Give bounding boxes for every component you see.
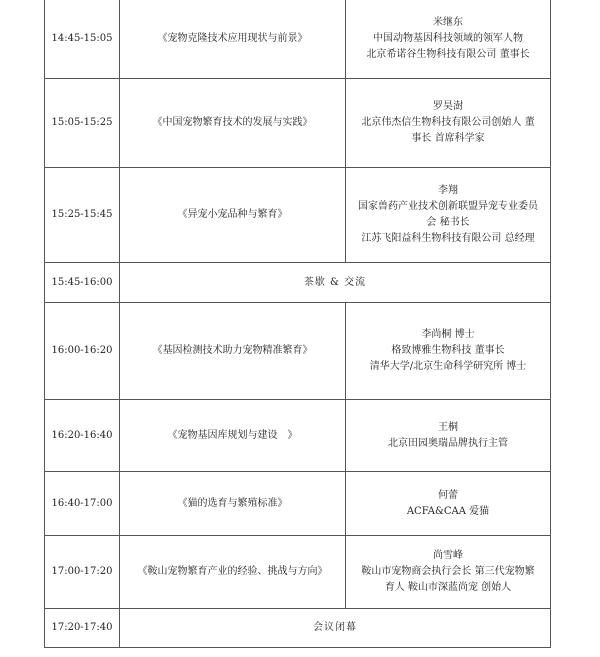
agenda-row: [45, 168, 551, 263]
agenda-row-break: [45, 263, 551, 303]
speaker-name: 尚雪峰: [433, 550, 463, 561]
agenda-table: [44, 0, 551, 648]
agenda-row: [45, 472, 551, 536]
time-cell: 16:40-17:00: [45, 472, 120, 536]
agenda-row: [45, 303, 551, 400]
topic-cell: 《中国宠物繁育技术的发展与实践》: [120, 79, 346, 168]
agenda-row-closing: [45, 609, 551, 648]
speaker-title: 育人 鞍山市深蓝尚宠 创始人: [384, 582, 512, 593]
topic-cell: 《异宠小宠品种与繁育》: [120, 168, 346, 263]
time-cell: 15:05-15:25: [45, 79, 120, 168]
time-cell: 17:20-17:40: [45, 609, 120, 648]
break-cell: 茶歇 & 交流: [120, 263, 551, 303]
closing-cell: 会议闭幕: [120, 609, 551, 648]
speaker-name: 李尚桐 博士: [421, 329, 475, 340]
speaker-cell: [346, 0, 551, 79]
time-cell: 16:20-16:40: [45, 400, 120, 472]
topic-cell: 《宠物克隆技术应用现状与前景》: [120, 0, 346, 79]
speaker-title: 事长 首席科学家: [411, 133, 485, 144]
topic-cell: 《基因检测技术助力宠物精准繁育》: [120, 303, 346, 400]
speaker-title: 鞍山市宠物商会执行会长 第三代宠物繁: [361, 566, 535, 577]
speaker-title: 清华大学/北京生命科学研究所 博士: [369, 361, 527, 372]
speaker-title: 北京田园奥瑞品牌执行主管: [388, 437, 508, 449]
speaker-cell: [346, 168, 551, 263]
speaker-name: 王桐: [438, 421, 458, 433]
time-cell: 15:45-16:00: [45, 263, 120, 303]
agenda-row: [45, 536, 551, 609]
time-cell: 14:45-15:05: [45, 0, 120, 79]
speaker-title: 格致博雅生物科技 董事长: [391, 345, 505, 356]
speaker-name: 罗昊澍: [433, 101, 463, 112]
speaker-cell: [346, 472, 551, 536]
speaker-title: ACFA&CAA 爱猫: [406, 505, 490, 517]
speaker-title: 北京伟杰信生物科技有限公司创始人 董: [361, 117, 535, 128]
speaker-title: 江苏飞阳益科生物科技有限公司 总经理: [361, 233, 535, 244]
speaker-name: 米继东: [433, 16, 463, 28]
agenda-row: [45, 0, 551, 79]
speaker-cell: [346, 536, 551, 609]
topic-cell: 《猫的选育与繁殖标准》: [120, 472, 346, 536]
time-cell: 17:00-17:20: [45, 536, 120, 609]
agenda-row: [45, 400, 551, 472]
speaker-name: 李翔: [438, 185, 458, 196]
speaker-title: 中国动物基因科技领域的领军人物: [373, 32, 523, 44]
time-cell: 16:00-16:20: [45, 303, 120, 400]
speaker-cell: [346, 303, 551, 400]
topic-cell: 《鞍山宠物繁育产业的经验、挑战与方向》: [120, 536, 346, 609]
speaker-title: 国家兽药产业技术创新联盟异宠专业委员: [358, 201, 538, 212]
speaker-cell: [346, 79, 551, 168]
speaker-title: 会 秘书长: [426, 217, 470, 228]
speaker-cell: [346, 400, 551, 472]
agenda-row: [45, 79, 551, 168]
topic-cell: 《宠物基因库规划与建设 》: [120, 400, 346, 472]
speaker-name: 何蕾: [438, 489, 458, 501]
time-cell: 15:25-15:45: [45, 168, 120, 263]
speaker-title: 北京希诺谷生物科技有限公司 董事长: [366, 48, 530, 60]
